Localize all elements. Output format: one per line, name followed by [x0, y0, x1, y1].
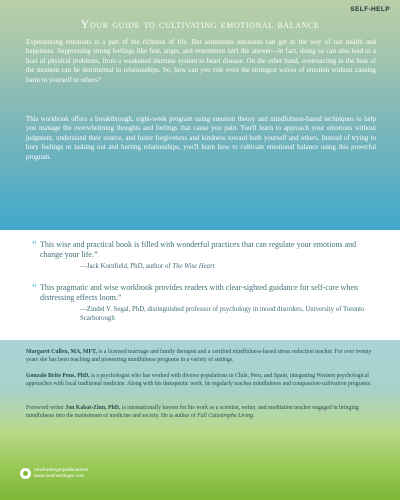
praise-attribution-text: —Zindel V. Segal, PhD, distinguished professor of psychology in mood disorders, University of Toronto Scarborough — [80, 306, 365, 322]
foreword-bio — [26, 405, 376, 420]
praise-quote-2 — [32, 282, 370, 303]
publisher-logo-icon — [20, 468, 31, 479]
praise-quote-1 — [32, 239, 370, 260]
category-label: SELF-HELP — [350, 6, 390, 13]
praise-attribution-2 — [80, 306, 380, 323]
praise-attribution-1 — [80, 263, 380, 272]
author-bio-1 — [26, 349, 376, 364]
praise-attribution-text: —Jack Kornfield, PhD, author of — [80, 263, 171, 270]
author-bio-2 — [26, 373, 376, 388]
foreword-lead: Foreword writer — [26, 405, 64, 411]
open-quote-icon: “ — [32, 282, 37, 294]
publisher-name: newharbingerpublications — [34, 468, 89, 473]
publisher-info — [34, 468, 88, 480]
author-name: Gonzalo Brito Pons, PhD, — [26, 373, 90, 379]
author-bio-text: is a licensed marriage and family therapist and a certified mindfulness-based stress reduction teacher. For over twenty years she has been teaching and pioneering mindfulness programs in a variety of settings. — [26, 349, 372, 363]
author-name: Margaret Cullen, MA, MFT, — [26, 349, 97, 355]
author-name: Jon Kabat-Zinn, PhD, — [65, 405, 121, 411]
praise-book-title: The Wise Heart — [172, 263, 215, 270]
intro-paragraph-2: This workbook offers a breakthrough, eight-week program using emotion theory and mindfulness-based techniques to help you manage the overwhelming thoughts and feelings that cause you pain. You'll learn to approach your emotions without judgment, understand their source, and foster forgiveness and kindness toward both yourself and others. Instead of trying to bury feelings or lashing out and hurting relationships, you'll learn how to cultivate emotional balance using this powerful program. — [26, 116, 376, 161]
open-quote-icon: “ — [32, 239, 37, 251]
praise-quote-text: This pragmatic and wise workbook provides readers with clear-sighted guidance for self-care when distressing effects loom.” — [40, 283, 358, 302]
author-bio-text: is a psychologist who has worked with diverse populations in Chile, Peru, and Spain, integrating Western psychological approaches with local traditional medicine. Along with his therapeutic work, he regularly teaches mindfulness and compassion-cultivation programs. — [26, 373, 372, 387]
author-book-title: Full Catastrophe Living. — [197, 412, 255, 419]
publisher-website: www.newharbinger.com — [34, 474, 85, 479]
cover-heading: Your guide to cultivating emotional balance — [80, 17, 320, 31]
author-bio-text: is internationally known for his work as a scientist, writer, and meditation teacher engaged in bringing mindfulness into the mainstream of medicine and society. He is author of — [26, 405, 359, 419]
praise-quote-text: This wise and practical book is filled with wonderful practices that can regulate your emotions and change your life.” — [40, 240, 357, 259]
intro-paragraph-1: Experiencing emotions is a part of the richness of life. But sometimes emotions can get in the way of our health and happiness. Suppressing strong feelings like fear, anger, and resentment isn't the answer—in fact, doing so can also lead to a host of physical problems, from a weakened immune system to heart disease. On the other hand, overreacting in the heat of the moment can be detrimental to relationships. So, how can you ride even the strongest waves of emotion without causing harm to yourself or others? — [26, 39, 376, 84]
